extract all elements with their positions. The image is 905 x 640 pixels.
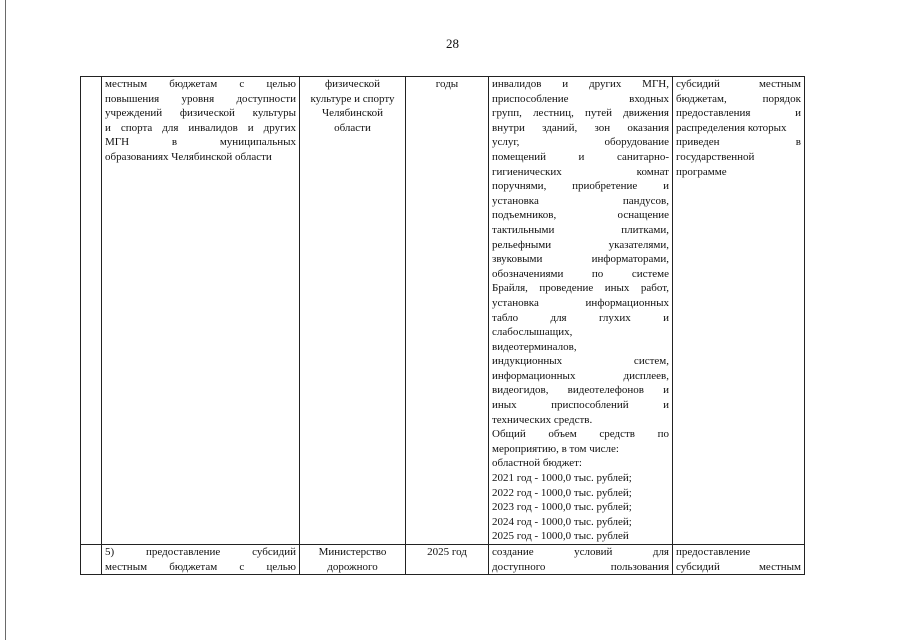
table-row [81, 77, 805, 545]
row-number-cell [81, 77, 102, 545]
measures-table [80, 76, 805, 575]
row-number-cell [81, 545, 102, 575]
page-number: 28 [446, 36, 459, 51]
term-cell: годы [406, 77, 489, 545]
term-cell: 2025 год [406, 545, 489, 575]
executor-cell: Министерство дорожного [300, 545, 406, 575]
scan-left-edge [5, 0, 6, 640]
executor-cell: физической культуре и спорту Челябинской области [300, 77, 406, 545]
table-row [81, 545, 805, 575]
note-cell: предоставление субсидий местным [673, 545, 805, 575]
measure-cell: местным бюджетам с целью повышения уровня доступности учреждений физической культуры и спорта для инвалидов и других МГН в муниципальных образованиях Челябинской области [102, 77, 300, 545]
measure-cell: 5) предоставление субсидий местным бюджетам с целью [102, 545, 300, 575]
note-cell: субсидий местным бюджетам, порядок предоставления и распределения которых приведен в государственной программе [673, 77, 805, 545]
result-cell: инвалидов и других МГН, приспособление входных групп, лестниц, путей движения внутри зданий, зон оказания услуг, оборудование помещений и санитарно- гигиенических комнат поручнями, приобретение и установка пандусов, подъемников, оснащение тактильными плитками, рельефными указателями, звуковыми информаторами, обозначениями по системе Брайля, проведение иных работ, установка информационных табло для глухих и слабослышащих, видеотерминалов, индукционных систем, информационных дисплеев, видеогидов, видеотелефонов и иных приспособлений и технических средств. Общий объем средств по мероприятию, в том числе: областной бюджет: 2021 год - 1000,0 тыс. рублей; 2022 год - 1000,0 тыс. рублей; 2023 год - 1000,0 тыс. рублей; 2024 год - 1000,0 тыс. рублей; 2025 год - 1000,0 тыс. рублей [489, 77, 673, 545]
result-cell: создание условий для доступного пользования [489, 545, 673, 575]
